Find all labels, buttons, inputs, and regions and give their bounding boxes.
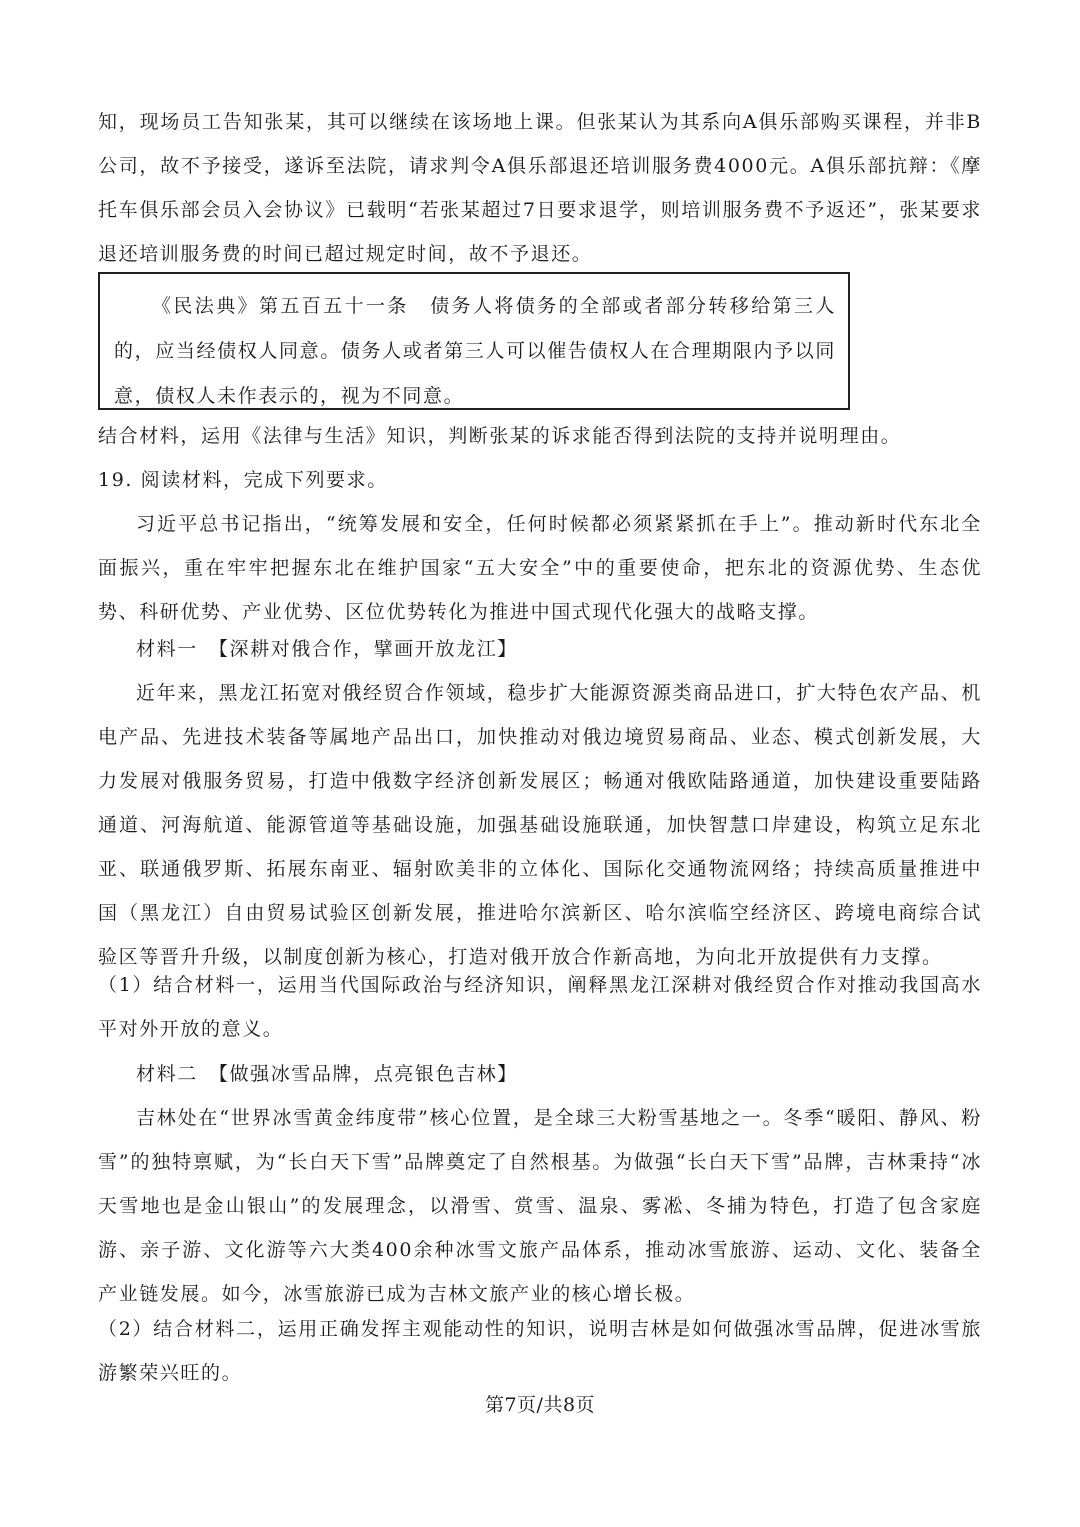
material-1-heading: 材料一 【深耕对俄合作，擘画开放龙江】	[136, 638, 518, 660]
sub-question-1: （1）结合材料一，运用当代国际政治与经济知识，阐释黑龙江深耕对俄经贸合作对推动我国高水平对外开放的意义。	[98, 974, 982, 1040]
material-2-text: 吉林处在“世界冰雪黄金纬度带”核心位置，是全球三大粉雪基地之一。冬季“暖阳、静风、粉雪”的独特禀赋，为“长白天下雪”品牌奠定了自然根基。为做强“长白天下雪”品牌，吉林秉持“冰天雪地也是金山银山”的发展理念，以滑雪、赏雪、温泉、雾凇、冬捕为特色，打造了包含家庭游、亲子游、文化游等六大类400余种冰雪文旅产品体系，推动冰雪旅游、运动、文化、装备全产业链发展。如今，冰雪旅游已成为吉林文旅产业的核心增长极。	[98, 1107, 982, 1305]
sub-question-2: （2）结合材料二，运用正确发挥主观能动性的知识，说明吉林是如何做强冰雪品牌，促进冰雪旅游繁荣兴旺的。	[98, 1318, 982, 1384]
question-19-intro: 习近平总书记指出，“统筹发展和安全，任何时候都必须紧紧抓在手上”。推动新时代东北全面振兴，重在牢牢把握东北在维护国家“五大安全”中的重要使命，把东北的资源优势、生态优势、科研优势、产业优势、区位优势转化为推进中国式现代化强大的战略支撑。	[98, 513, 982, 623]
law-excerpt-box	[98, 272, 850, 410]
material-1-text: 近年来，黑龙江拓宽对俄经贸合作领域，稳步扩大能源资源类商品进口，扩大特色农产品、机电产品、先进技术装备等属地产品出口，加快推动对俄边境贸易商品、业态、模式创新发展，大力发展对俄服务贸易，打造中俄数字经济创新发展区；畅通对俄欧陆路通道，加快建设重要陆路通道、河海航道、能源管道等基础设施，加强基础设施联通，加快智慧口岸建设，构筑立足东北亚、联通俄罗斯、拓展东南亚、辐射欧美非的立体化、国际化交通物流网络；持续高质量推进中国（黑龙江）自由贸易试验区创新发展，推进哈尔滨新区、哈尔滨临空经济区、跨境电商综合试验区等晋升升级，以制度创新为核心，打造对俄开放合作新高地，为向北开放提供有力支撑。	[98, 682, 982, 968]
law-excerpt-text: 《民法典》第五百五十一条 债务人将债务的全部或者部分转移给第三人的，应当经债权人同意。债务人或者第三人可以催告债权人在合理期限内予以同意，债权人未作表示的，视为不同意。	[114, 295, 836, 407]
case-continuation-paragraph: 知，现场员工告知张某，其可以继续在该场地上课。但张某认为其系向A俱乐部购买课程，并非B公司，故不予接受，遂诉至法院，请求判令A俱乐部退还培训服务费4000元。A俱乐部抗辩：《摩托车俱乐部会员入会协议》已载明“若张某超过7日要求退学，则培训服务费不予返还”，张某要求退还培训服务费的时间已超过规定时间，故不予退还。	[98, 111, 982, 265]
material-2-heading: 材料二 【做强冰雪品牌，点亮银色吉林】	[136, 1063, 518, 1085]
page-number-footer: 第7页/共8页	[484, 1394, 596, 1416]
question-19-title: 19. 阅读材料，完成下列要求。	[98, 469, 388, 491]
question-18-prompt: 结合材料，运用《法律与生活》知识，判断张某的诉求能否得到法院的支持并说明理由。	[98, 425, 902, 447]
